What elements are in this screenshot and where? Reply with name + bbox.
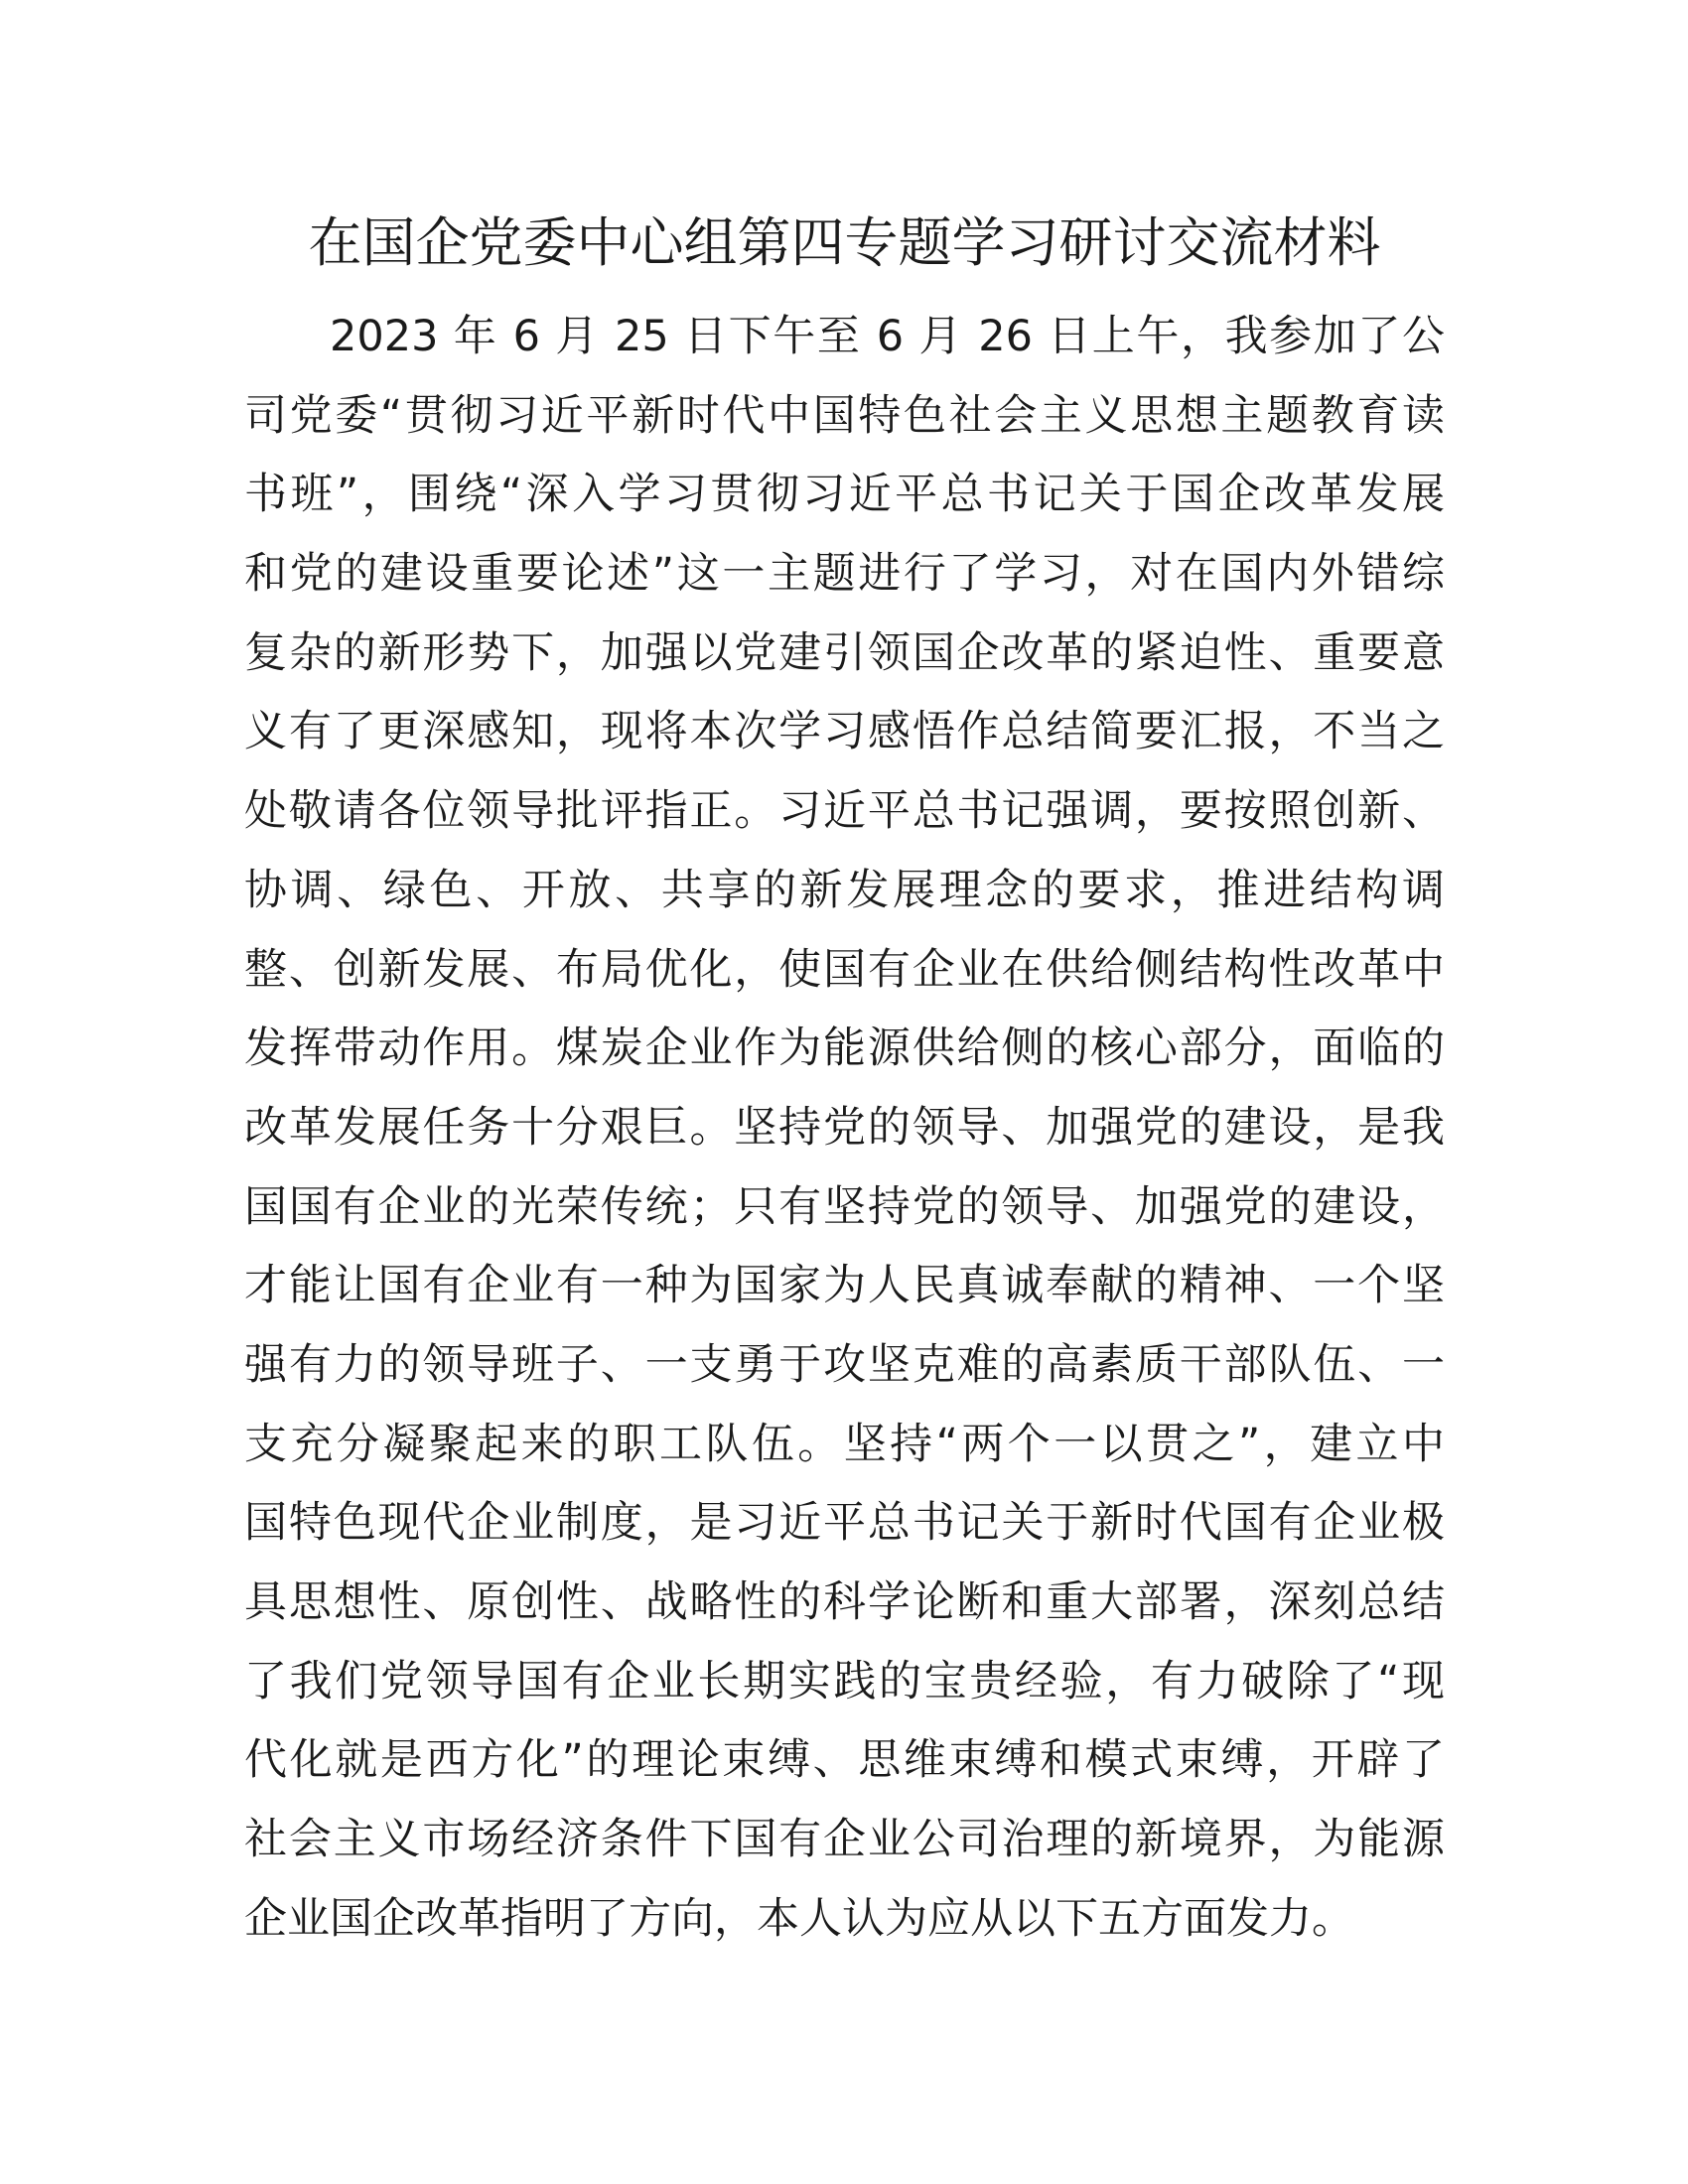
paragraph-line: 协调、绿色、开放、共享的新发展理念的要求，推进结构调 [244, 865, 1445, 915]
paragraph-line: 复杂的新形势下，加强以党建引领国企改革的紧迫性、重要意 [244, 627, 1445, 678]
body-paragraph [244, 298, 1445, 1959]
paragraph-line: 处敬请各位领导批评指正。习近平总书记强调，要按照创新、 [244, 786, 1445, 837]
paragraph-line: 国特色现代企业制度，是习近平总书记关于新时代国有企业极 [244, 1498, 1445, 1549]
paragraph-line: 司党委“贯彻习近平新时代中国特色社会主义思想主题教育读 [244, 390, 1445, 441]
paragraph-line: 社会主义市场经济条件下国有企业公司治理的新境界，为能源 [244, 1815, 1445, 1865]
paragraph-line: 改革发展任务十分艰巨。坚持党的领导、加强党的建设，是我 [244, 1102, 1445, 1153]
paragraph-line: 强有力的领导班子、一支勇于攻坚克难的高素质干部队伍、一 [244, 1339, 1445, 1390]
paragraph-line: 才能让国有企业有一种为国家为人民真诚奉献的精神、一个坚 [244, 1261, 1445, 1311]
paragraph-line: 支充分凝聚起来的职工队伍。坚持“两个一以贯之”，建立中 [244, 1419, 1445, 1469]
paragraph-line: 整、创新发展、布局优化，使国有企业在供给侧结构性改革中 [244, 944, 1445, 995]
paragraph-line: 书班”，围绕“深入学习贯彻习近平总书记关于国企改革发展 [244, 470, 1445, 520]
paragraph-line: 和党的建设重要论述”这一主题进行了学习，对在国内外错综 [244, 549, 1445, 600]
document-title: 在国企党委中心组第四专题学习研讨交流材料 [308, 211, 1381, 274]
paragraph-line: 具思想性、原创性、战略性的科学论断和重大部署，深刻总结 [244, 1577, 1445, 1627]
paragraph-line: 2023 年 6 月 25 日下午至 6 月 26 日上午，我参加了公 [330, 312, 1445, 361]
paragraph-line: 发挥带动作用。煤炭企业作为能源供给侧的核心部分，面临的 [244, 1024, 1445, 1074]
paragraph-line: 义有了更深感知，现将本次学习感悟作总结简要汇报，不当之 [244, 707, 1445, 757]
paragraph-line: 了我们党领导国有企业长期实践的宝贵经验，有力破除了“现 [244, 1656, 1445, 1706]
paragraph-line: 代化就是西方化”的理论束缚、思维束缚和模式束缚，开辟了 [244, 1735, 1445, 1786]
paragraph-line: 企业国企改革指明了方向，本人认为应从以下五方面发力。 [244, 1893, 1354, 1944]
paragraph-line: 国国有企业的光荣传统；只有坚持党的领导、加强党的建设， [244, 1181, 1445, 1232]
